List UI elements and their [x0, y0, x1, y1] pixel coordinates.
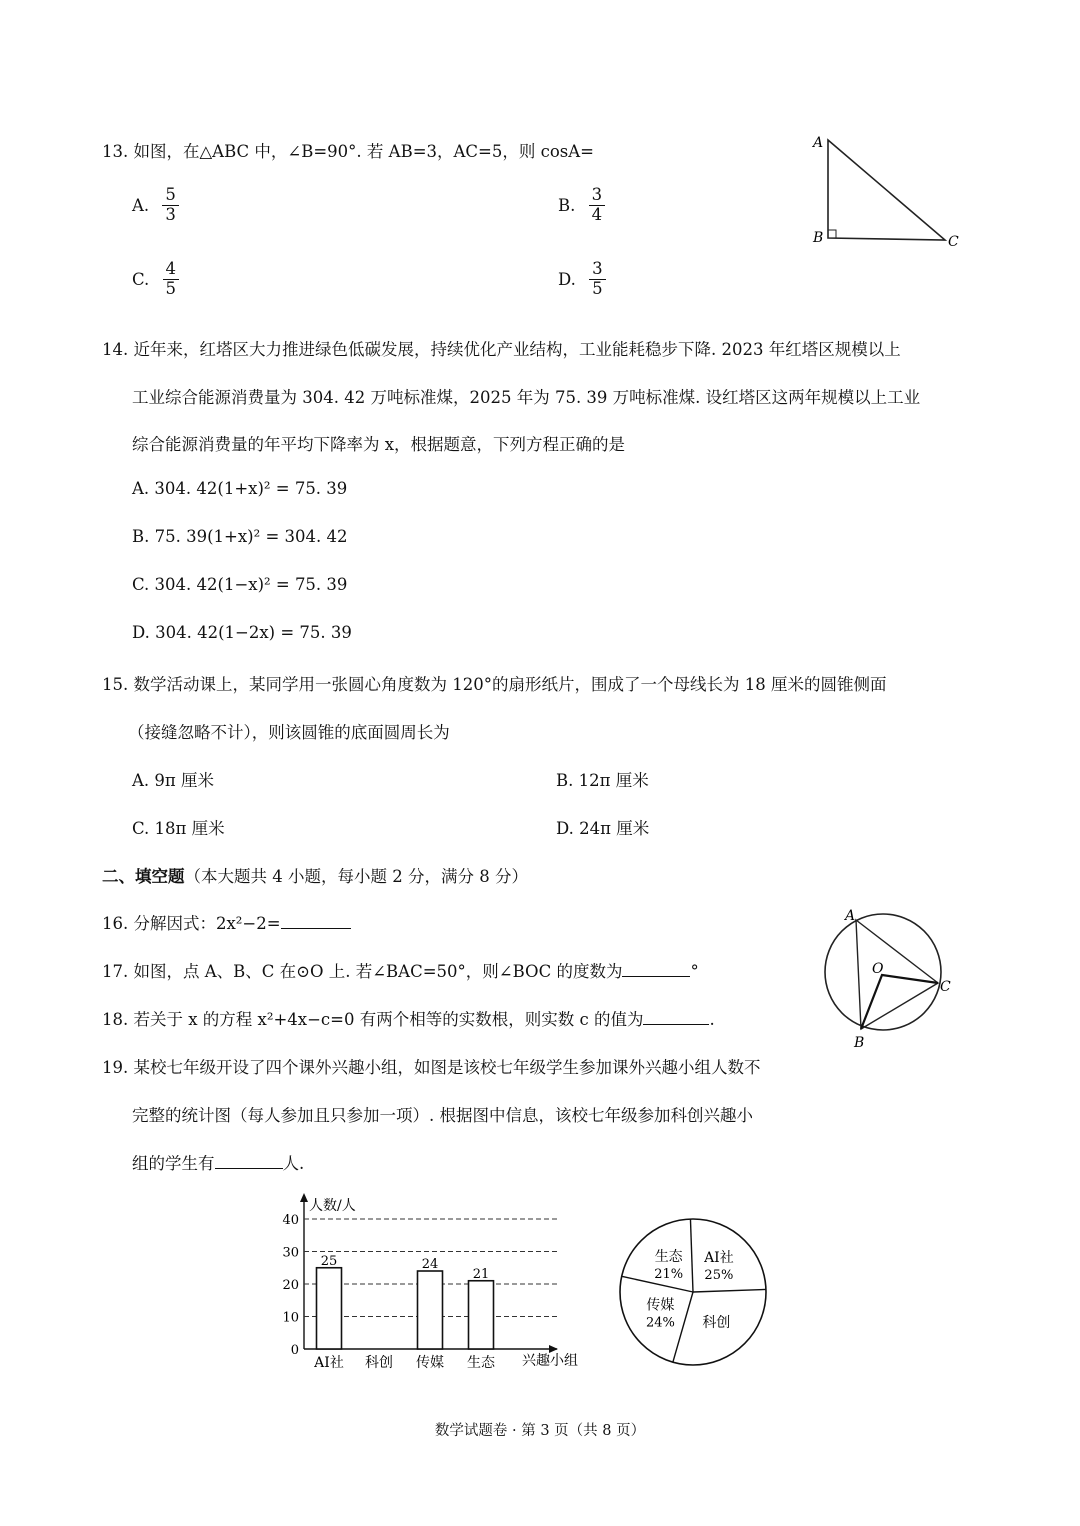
pie-chart [618, 1213, 773, 1371]
x-tick-label: 生态 [467, 1355, 495, 1371]
q13-stem: 13. 如图，在△ABC 中，∠B=90°. 若 AB=3，AC=5，则 cosA= [102, 142, 595, 161]
q13-option-b-label: B. [558, 195, 576, 215]
section-2-header [102, 863, 528, 887]
y-tick-label: 30 [282, 1245, 299, 1261]
circle-figure [818, 905, 968, 1055]
right-angle-mark [828, 230, 836, 238]
q15-line-1: 15. 数学活动课上，某同学用一张圆心角度数为 120°的扇形纸片，围成了一个母线长为 18 厘米的圆锥侧面 [102, 675, 887, 694]
q15-option-c: C. 18π 厘米 [132, 819, 225, 838]
y-tick-label: 20 [282, 1278, 299, 1293]
q19-line-2: 完整的统计图（每人参加且只参加一项）. 根据图中信息，该校七年级参加科创兴趣小 [132, 1106, 753, 1125]
q16 [102, 910, 351, 934]
q15-option-a: A. 9π 厘米 [132, 771, 214, 790]
q14-option-b: B. 75. 39(1+x)² = 304. 42 [132, 527, 348, 546]
y-tick-label: 10 [282, 1310, 299, 1326]
q17-text: 17. 如图，点 A、B、C 在⊙O 上. 若∠BAC=50°，则∠BOC 的度数为 [102, 962, 623, 981]
y-axis-arrow [300, 1193, 308, 1202]
pie-slice-label: 科创 [702, 1314, 731, 1331]
q17 [102, 958, 699, 982]
bar-data-label: 21 [472, 1266, 490, 1282]
q13-option-b-numerator: 3 [589, 186, 606, 206]
q13-option-a-denominator: 3 [165, 204, 176, 224]
page-footer: 数学试题卷 · 第 3 页（共 8 页） [434, 1423, 646, 1439]
triangle-abc [828, 140, 945, 240]
bar-data-label: 24 [421, 1257, 439, 1272]
pie-slice-percent: 25% [704, 1268, 734, 1284]
q19-line-3 [132, 1150, 304, 1174]
q18-text: 18. 若关于 x 的方程 x²+4x−c=0 有两个相等的实数根，则实数 c 的值为 [102, 1010, 644, 1029]
pie-slice-percent: 21% [654, 1266, 684, 1282]
circle-vertex-b-label: B [854, 1035, 865, 1051]
pie-slice-label: AI社 [704, 1250, 734, 1267]
q19-line-3-suffix: 人. [282, 1154, 305, 1173]
q13-option-b-fraction [589, 186, 606, 225]
bar [317, 1268, 342, 1349]
q18-suffix: . [709, 1010, 715, 1029]
q18-answer-blank[interactable] [643, 1010, 709, 1025]
section-2-note: （本大题共 4 小题，每小题 2 分，满分 8 分） [184, 867, 528, 886]
bar-data-label: 25 [320, 1253, 338, 1269]
q16-answer-blank[interactable] [281, 914, 351, 929]
x-axis-arrow [549, 1345, 558, 1353]
bar [418, 1271, 443, 1349]
q16-text: 16. 分解因式：2x²−2= [102, 914, 281, 933]
q15-line-2: （接缝忽略不计），则该圆锥的底面圆周长为 [128, 723, 450, 742]
q15-option-b: B. 12π 厘米 [556, 771, 649, 790]
q13-option-b [558, 186, 605, 225]
triangle-figure [805, 130, 975, 255]
q13-option-d-denominator: 5 [592, 278, 603, 298]
section-2-title: 二、填空题 [102, 867, 185, 886]
circle-vertex-a-label: A [845, 908, 856, 924]
q13-option-a-fraction [162, 186, 179, 225]
vertex-b-label: B [813, 230, 824, 246]
q14-line-1: 14. 近年来，红塔区大力推进绿色低碳发展，持续优化产业结构，工业能耗稳步下降. 2023 年红塔区规模以上 [102, 340, 901, 359]
q13-option-d [558, 260, 606, 299]
q19-line-1: 19. 某校七年级开设了四个课外兴趣小组，如图是该校七年级学生参加课外兴趣小组人数不 [102, 1058, 761, 1077]
x-axis-label: 兴趣小组 [522, 1353, 578, 1369]
q13-option-c-label: C. [132, 269, 150, 289]
q13-option-c-denominator: 5 [165, 278, 177, 298]
vertex-a-label: A [813, 135, 824, 151]
pie-slice-label: 传媒 [646, 1297, 675, 1314]
y-tick-label: 0 [290, 1343, 299, 1358]
q17-answer-blank[interactable] [622, 962, 690, 977]
q13-option-c-numerator: 4 [163, 260, 180, 280]
q14-option-d: D. 304. 42(1−2x) = 75. 39 [132, 623, 352, 642]
q13-option-b-denominator: 4 [591, 204, 603, 224]
q19-line-3-prefix: 组的学生有 [132, 1154, 215, 1173]
q13-option-c [132, 260, 179, 299]
vertex-c-label: C [948, 234, 959, 250]
x-tick-label: AI社 [314, 1355, 344, 1371]
q13-option-d-fraction [589, 260, 606, 299]
y-tick-label: 40 [282, 1213, 299, 1228]
bar [469, 1281, 494, 1349]
q14-option-c: C. 304. 42(1−x)² = 75. 39 [132, 575, 348, 594]
q13-option-a-numerator: 5 [162, 186, 179, 206]
pie-slice-label: 生态 [654, 1248, 683, 1265]
circle-vertex-c-label: C [940, 979, 951, 995]
x-tick-label: 科创 [365, 1355, 393, 1371]
x-tick-label: 传媒 [416, 1355, 444, 1371]
q14-line-3: 综合能源消费量的年平均下降率为 x，根据题意，下列方程正确的是 [132, 435, 626, 454]
q13-option-d-label: D. [558, 269, 576, 289]
pie-slice-percent: 24% [645, 1315, 675, 1331]
q15-option-d: D. 24π 厘米 [556, 819, 650, 838]
q13-option-a-label: A. [132, 195, 150, 215]
q14-line-2: 工业综合能源消费量为 304. 42 万吨标准煤，2025 年为 75. 39 万吨标准煤. 设红塔区这两年规模以上工业 [132, 388, 921, 407]
q13-option-a [132, 186, 179, 225]
angle-boc [861, 975, 938, 1029]
y-axis-label: 人数/人 [309, 1198, 356, 1214]
q18 [102, 1006, 715, 1030]
q13-option-c-fraction [163, 260, 180, 299]
q17-suffix: ° [690, 962, 699, 981]
q13-option-d-numerator: 3 [589, 260, 606, 280]
circle-center-o-label: O [872, 961, 884, 977]
q14-option-a: A. 304. 42(1+x)² = 75. 39 [132, 479, 348, 498]
bar-chart [272, 1188, 602, 1378]
q19-answer-blank[interactable] [215, 1154, 283, 1169]
